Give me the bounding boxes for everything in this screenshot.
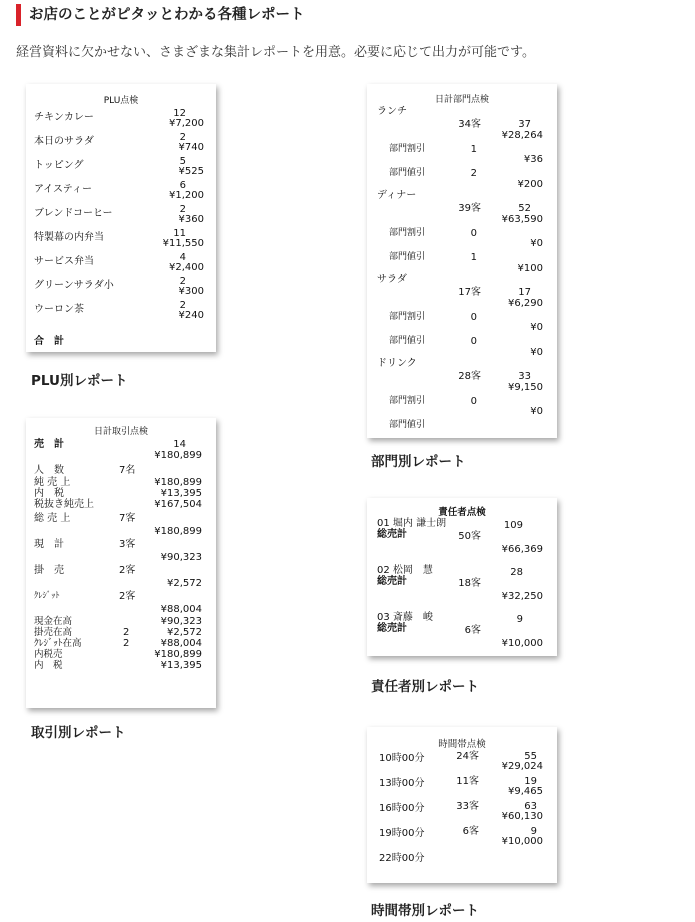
plu-item-amount: ¥1,200 — [169, 190, 204, 201]
bumon-nebiki-amount: ¥200 — [517, 179, 543, 190]
jikan-time: 19時00分 — [379, 828, 425, 839]
bumon-group-amount: ¥9,150 — [508, 382, 543, 393]
bumon-group-name: ドリンク — [377, 358, 417, 369]
plu-item-name: チキンカレー — [34, 112, 94, 123]
plu-caption: PLU別レポート — [31, 373, 128, 389]
uriage-amount: ¥180,899 — [154, 450, 202, 461]
bumon-title: 日計部門点検 — [434, 95, 489, 105]
sekinin-label: 総売計 — [377, 623, 407, 634]
sekinin-name: 01 堀内 謙士朗 — [377, 518, 447, 529]
torihiki-row2-value: ¥90,323 — [160, 616, 202, 627]
jikan-amount: ¥29,024 — [501, 761, 543, 772]
plu-item-qty: 2 — [179, 276, 186, 287]
bumon-nebiki-amount: ¥100 — [517, 263, 543, 274]
torihiki-row-label: 純 売 上 — [34, 477, 71, 488]
plu-item-qty: 2 — [179, 204, 186, 215]
ninzu-value: 7名 — [119, 465, 136, 476]
bumon-waribiki-count: 0 — [470, 228, 477, 239]
sekinin-label: 総売計 — [377, 576, 407, 587]
plu-item-name: グリーンサラダ小 — [34, 280, 114, 291]
sekinin-cust: 18客 — [458, 578, 481, 589]
jikan-qty: 9 — [530, 826, 537, 837]
torihiki-row2-value: ¥180,899 — [154, 649, 202, 660]
jikan-time: 10時00分 — [379, 753, 425, 764]
sekinin-qty: 9 — [516, 614, 523, 625]
torihiki-row-label: 内 税 — [34, 488, 64, 499]
jikan-time: 13時00分 — [379, 778, 425, 789]
bumon-group-cust: 28客 — [458, 371, 481, 382]
torihiki-row2-label: 内 税 — [34, 660, 63, 671]
plu-item-amount: ¥525 — [178, 166, 204, 177]
torihiki-row2-count: 2 — [123, 638, 130, 649]
bumon-nebiki-count: 0 — [470, 336, 477, 347]
bumon-group-qty: 33 — [518, 371, 531, 382]
jikan-cust: 11客 — [456, 776, 479, 787]
plu-item-name: 本日のサラダ — [34, 136, 94, 147]
sekinin-qty: 109 — [503, 520, 523, 531]
bumon-caption: 部門別レポート — [371, 454, 466, 470]
torihiki-row-label: 税抜き純売上 — [34, 499, 94, 510]
intro-text: 経営資料に欠かせない、さまざまな集計レポートを用意。必要に応じて出力が可能です。 — [16, 45, 535, 60]
bumon-waribiki-label: 部門割引 — [389, 144, 426, 154]
plu-receipt — [26, 84, 216, 352]
jikan-qty: 63 — [524, 801, 537, 812]
bumon-nebiki-label: 部門値引 — [389, 420, 426, 430]
plu-item-amount: ¥240 — [178, 310, 204, 321]
bumon-waribiki-count: 1 — [470, 144, 477, 155]
jikan-qty: 19 — [524, 776, 537, 787]
torihiki-row2-label: 掛売在高 — [34, 627, 73, 638]
sekinin-amount: ¥10,000 — [501, 638, 543, 649]
bumon-waribiki-amount: ¥0 — [530, 238, 543, 249]
plu-item-qty: 4 — [179, 252, 186, 263]
plu-item-amount: ¥300 — [178, 286, 204, 297]
plu-item-amount: ¥360 — [178, 214, 204, 225]
genkei-count: 3客 — [119, 539, 136, 550]
jikan-amount: ¥9,465 — [508, 786, 543, 797]
plu-item-qty: 11 — [173, 228, 186, 239]
jikan-receipt — [367, 727, 557, 883]
bumon-group-amount: ¥28,264 — [501, 130, 543, 141]
section-heading: お店のことがピタッとわかる各種レポート — [16, 4, 305, 26]
torihiki-title: 日計取引点検 — [93, 427, 148, 437]
sou-count: 7客 — [119, 513, 136, 524]
bumon-waribiki-count: 0 — [470, 396, 477, 407]
bumon-group-qty: 52 — [518, 203, 531, 214]
torihiki-receipt — [26, 418, 216, 708]
sekinin-label: 総売計 — [377, 529, 407, 540]
bumon-group-name: ディナー — [377, 190, 417, 201]
jikan-cust: 6客 — [462, 826, 479, 837]
genkei-amount: ¥90,323 — [160, 552, 202, 563]
plu-item-qty: 2 — [179, 300, 186, 311]
bumon-nebiki-amount: ¥0 — [530, 347, 543, 358]
bumon-waribiki-amount: ¥0 — [530, 406, 543, 417]
bumon-group-amount: ¥63,590 — [501, 214, 543, 225]
plu-item-name: ウーロン茶 — [34, 304, 84, 315]
bumon-nebiki-label: 部門値引 — [389, 336, 426, 346]
bumon-nebiki-count: 1 — [470, 252, 477, 263]
jikan-time: 16時00分 — [379, 803, 425, 814]
uriage-count: 14 — [173, 439, 186, 450]
sou-amount: ¥180,899 — [154, 526, 202, 537]
bumon-group-cust: 39客 — [458, 203, 481, 214]
torihiki-row2-count: 2 — [123, 627, 130, 638]
credit-amount: ¥88,004 — [160, 604, 202, 615]
plu-item-amount: ¥2,400 — [169, 262, 204, 273]
torihiki-row-value: ¥13,395 — [160, 488, 202, 499]
plu-item-qty: 2 — [179, 132, 186, 143]
ninzu-label: 人 数 — [34, 465, 64, 476]
bumon-nebiki-count: 2 — [470, 168, 477, 179]
bumon-waribiki-label: 部門割引 — [389, 396, 426, 406]
credit-count: 2客 — [119, 591, 136, 602]
sekinin-cust: 50客 — [458, 531, 481, 542]
sekinin-caption: 責任者別レポート — [371, 679, 479, 695]
jikan-caption: 時間帯別レポート — [371, 903, 479, 919]
torihiki-row-value: ¥167,504 — [154, 499, 202, 510]
kake-label: 掛 売 — [34, 565, 64, 576]
bumon-waribiki-label: 部門割引 — [389, 312, 426, 322]
bumon-waribiki-label: 部門割引 — [389, 228, 426, 238]
genkei-label: 現 計 — [34, 539, 64, 550]
sekinin-qty: 28 — [510, 567, 523, 578]
bumon-receipt — [367, 84, 557, 438]
plu-total-label: 合 計 — [34, 336, 64, 347]
bumon-group-qty: 37 — [518, 119, 531, 130]
bumon-waribiki-amount: ¥0 — [530, 322, 543, 333]
jikan-time: 22時00分 — [379, 853, 425, 864]
jikan-amount: ¥60,130 — [501, 811, 543, 822]
sekinin-title: 責任者点検 — [438, 507, 486, 518]
bumon-waribiki-amount: ¥36 — [523, 154, 543, 165]
bumon-group-qty: 17 — [518, 287, 531, 298]
plu-item-name: アイスティー — [34, 184, 92, 195]
torihiki-row2-value: ¥13,395 — [160, 660, 202, 671]
plu-item-amount: ¥7,200 — [169, 118, 204, 129]
jikan-amount: ¥10,000 — [501, 836, 543, 847]
sekinin-name: 02 松岡 慧 — [377, 565, 433, 576]
plu-item-qty: 12 — [173, 108, 186, 119]
uriage-label: 売 計 — [34, 439, 64, 450]
torihiki-row2-value: ¥88,004 — [160, 638, 202, 649]
torihiki-row-value: ¥180,899 — [154, 477, 202, 488]
sekinin-receipt — [367, 498, 557, 656]
bumon-group-cust: 34客 — [458, 119, 481, 130]
bumon-group-name: サラダ — [377, 274, 407, 285]
sekinin-cust: 6客 — [464, 625, 481, 636]
credit-label: ｸﾚｼﾞｯﾄ — [34, 591, 60, 601]
bumon-nebiki-label: 部門値引 — [389, 252, 426, 262]
sekinin-name: 03 斎藤 峻 — [377, 612, 433, 623]
jikan-qty: 55 — [524, 751, 537, 762]
plu-item-name: ブレンドコーヒー — [34, 208, 113, 219]
bumon-group-name: ランチ — [377, 106, 407, 117]
jikan-cust: 24客 — [456, 751, 479, 762]
plu-item-name: トッピング — [34, 160, 84, 171]
torihiki-row2-label: 内税売 — [34, 649, 63, 660]
torihiki-row2-label: 現金在高 — [34, 616, 73, 627]
torihiki-row2-label: ｸﾚｼﾞｯﾄ在高 — [34, 638, 82, 649]
kake-count: 2客 — [119, 565, 136, 576]
jikan-title: 時間帯点検 — [438, 739, 486, 750]
kake-amount: ¥2,572 — [167, 578, 202, 589]
plu-item-name: サービス弁当 — [34, 256, 94, 267]
bumon-group-cust: 17客 — [458, 287, 481, 298]
bumon-group-amount: ¥6,290 — [508, 298, 543, 309]
bumon-nebiki-label: 部門値引 — [389, 168, 426, 178]
sekinin-amount: ¥32,250 — [501, 591, 543, 602]
bumon-waribiki-count: 0 — [470, 312, 477, 323]
plu-item-amount: ¥740 — [178, 142, 204, 153]
sekinin-amount: ¥66,369 — [501, 544, 543, 555]
torihiki-caption: 取引別レポート — [31, 725, 126, 741]
plu-item-name: 特製幕の内弁当 — [34, 232, 104, 243]
torihiki-row2-value: ¥2,572 — [167, 627, 202, 638]
plu-item-qty: 6 — [179, 180, 186, 191]
plu-item-qty: 5 — [179, 156, 186, 167]
jikan-cust: 33客 — [456, 801, 479, 812]
plu-title: PLU点検 — [103, 96, 139, 106]
sou-label: 総 売 上 — [34, 513, 71, 524]
plu-item-amount: ¥11,550 — [162, 238, 204, 249]
